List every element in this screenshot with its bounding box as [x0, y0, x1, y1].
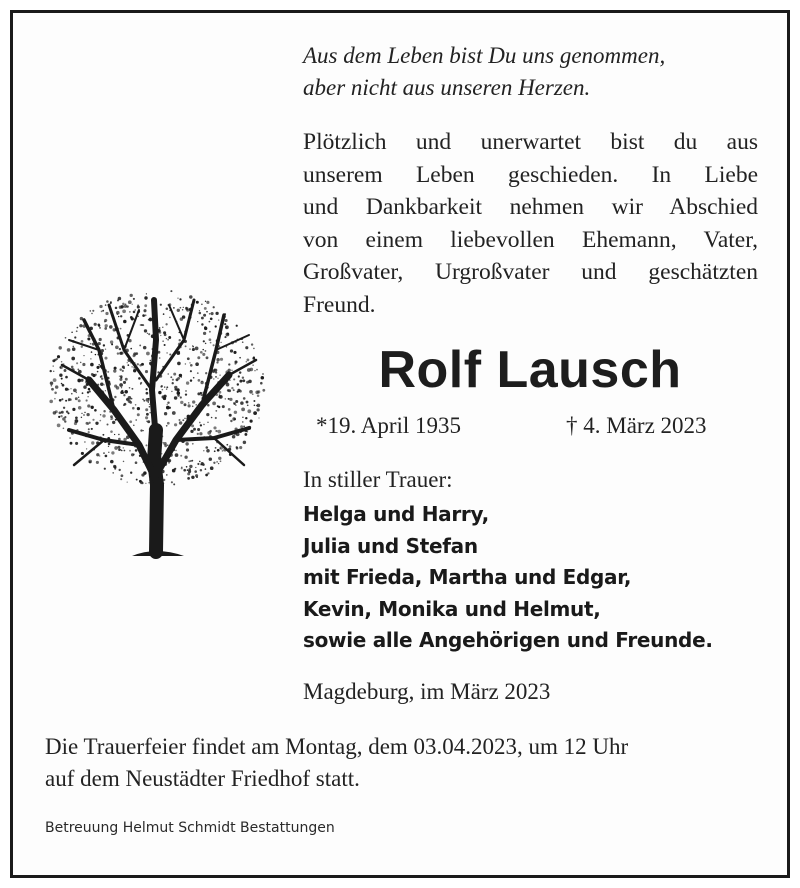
intro-text [303, 126, 758, 321]
death-date: † 4. März 2023 [566, 413, 707, 438]
intro-line: Großvater, Urgroßvater und geschätzten [303, 259, 758, 285]
service-info [45, 731, 760, 795]
mourning-label: In stiller Trauer: [303, 467, 453, 492]
intro-line: und Dankbarkeit nehmen wir Abschied [303, 194, 758, 220]
deceased-name: Rolf Lausch [378, 341, 682, 399]
intro-line: unserem Leben geschieden. In Liebe [303, 161, 758, 188]
mourner-line: Helga und Harry, [303, 502, 489, 526]
intro-line: von einem liebevollen Ehemann, Vater, [303, 226, 758, 253]
mourner-line: Kevin, Monika und Helmut, [303, 596, 601, 621]
mourner-line: Julia und Stefan [303, 533, 478, 558]
verse-line: Aus dem Leben bist Du uns genommen, [303, 43, 666, 68]
service-line: auf dem Neustädter Friedhof statt. [45, 766, 360, 791]
mourner-line: mit Frieda, Martha und Edgar, [303, 565, 632, 589]
mourner-line: sowie alle Angehörigen und Freunde. [303, 628, 713, 652]
funeral-home: Betreuung Helmut Schmidt Bestattungen [45, 820, 335, 836]
intro-line: Freund. [303, 291, 376, 318]
intro-line: Plötzlich und unerwartet bist du aus [303, 129, 758, 155]
verse [303, 40, 763, 104]
tree-icon [44, 280, 270, 562]
place-date: Magdeburg, im März 2023 [303, 679, 551, 704]
service-line: Die Trauerfeier findet am Montag, dem 03.04.2023, um 12 Uhr [45, 734, 629, 759]
mourners-list [303, 499, 713, 657]
birth-date: *19. April 1935 [316, 413, 462, 438]
verse-line: aber nicht aus unseren Herzen. [303, 75, 591, 100]
